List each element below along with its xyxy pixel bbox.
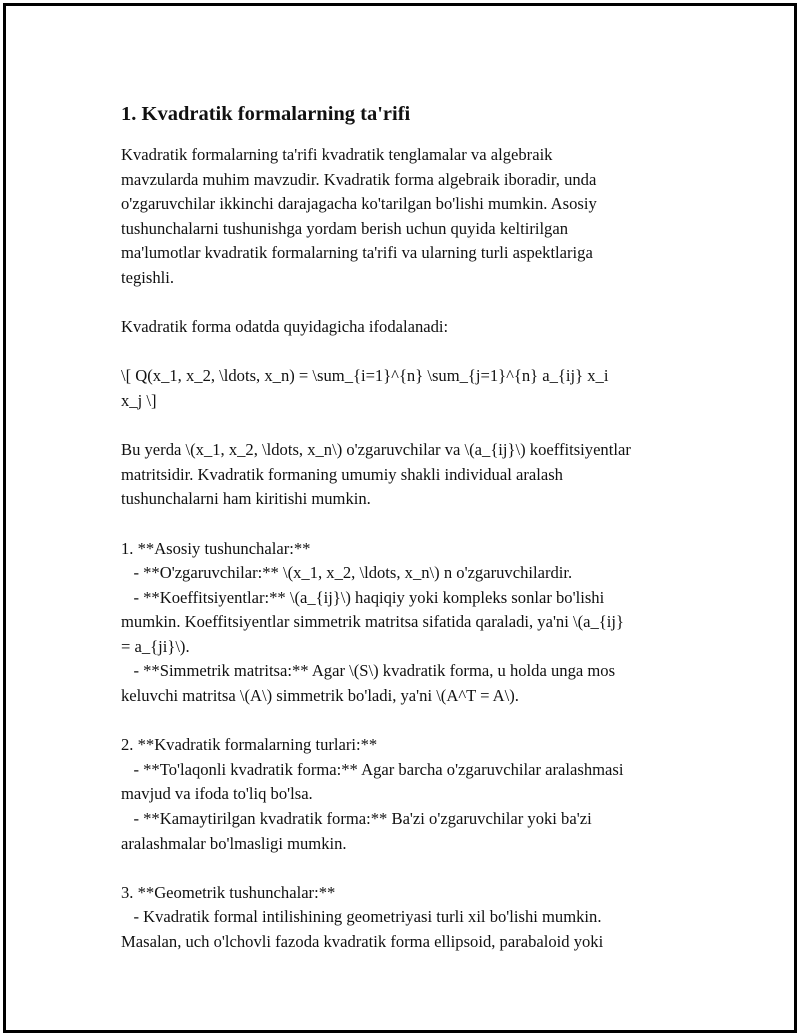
list-section-geometric-concepts: 3. **Geometrik tushunchalar:** - Kvadratik formal intilishining geometriyasi turli xil bo'lishi mumkin. Masalan, uch o'lchovli fazoda kvadratik forma ellipsoid, parabaloid yoki: [121, 882, 604, 951]
list-section-form-types: 2. **Kvadratik formalarning turlari:** - **To'laqonli kvadratik forma:** Agar barcha o'zgaruvchilar aralashmasi mavjud va ifoda to'liq bo'lsa. - **Kamaytirilgan kvadratik forma:** Ba'zi o'zgaruvchilar yoki ba'zi aralashmalar bo'lmasligi mumkin.: [121, 735, 624, 853]
section-title: 1. Kvadratik formalarning ta'rifi: [121, 103, 411, 125]
page-frame: [3, 3, 797, 1033]
intro-paragraph: Kvadratik formalarning ta'rifi kvadratik tenglamalar va algebraik mavzularda muhim mavzudir. Kvadratik forma algebraik iboradir, unda o'zgaruvchilar ikkinchi darajagacha ko'tarilgan bo'lishi mumkin. Asosiy tushunchalarni tushunishga yordam berish uchun quyida keltirilgan ma'lumotlar kvadratik formalarning ta'rifi va ularning turli aspektlariga tegishli.: [121, 145, 597, 287]
variables-paragraph: Bu yerda \(x_1, x_2, \ldots, x_n\) o'zgaruvchilar va \(a_{ij}\) koeffitsiyentlar matritsidir. Kvadratik formaning umumiy shakli individual aralash tushunchalarni ham kiritishi mumkin.: [121, 440, 631, 509]
list-section-basic-concepts: 1. **Asosiy tushunchalar:** - **O'zgaruvchilar:** \(x_1, x_2, \ldots, x_n\) n o'zgaruvchilardir. - **Koeffitsiyentlar:** \(a_{ij}\) haqiqiy yoki kompleks sonlar bo'lishi mumkin. Koeffitsiyentlar simmetrik matritsa sifatida qaraladi, ya'ni \(a_{ij} = a_{ji}\). - **Simmetrik matritsa:** Agar \(S\) kvadratik forma, u holda unga mos keluvchi matritsa \(A\) simmetrik bo'ladi, ya'ni \(A^T = A\).: [121, 538, 624, 706]
document-body: [121, 98, 696, 979]
formula-block: \[ Q(x_1, x_2, \ldots, x_n) = \sum_{i=1}^{n} \sum_{j=1}^{n} a_{ij} x_i x_j \]: [121, 366, 609, 410]
formula-intro-paragraph: Kvadratik forma odatda quyidagicha ifodalanadi:: [121, 317, 449, 337]
